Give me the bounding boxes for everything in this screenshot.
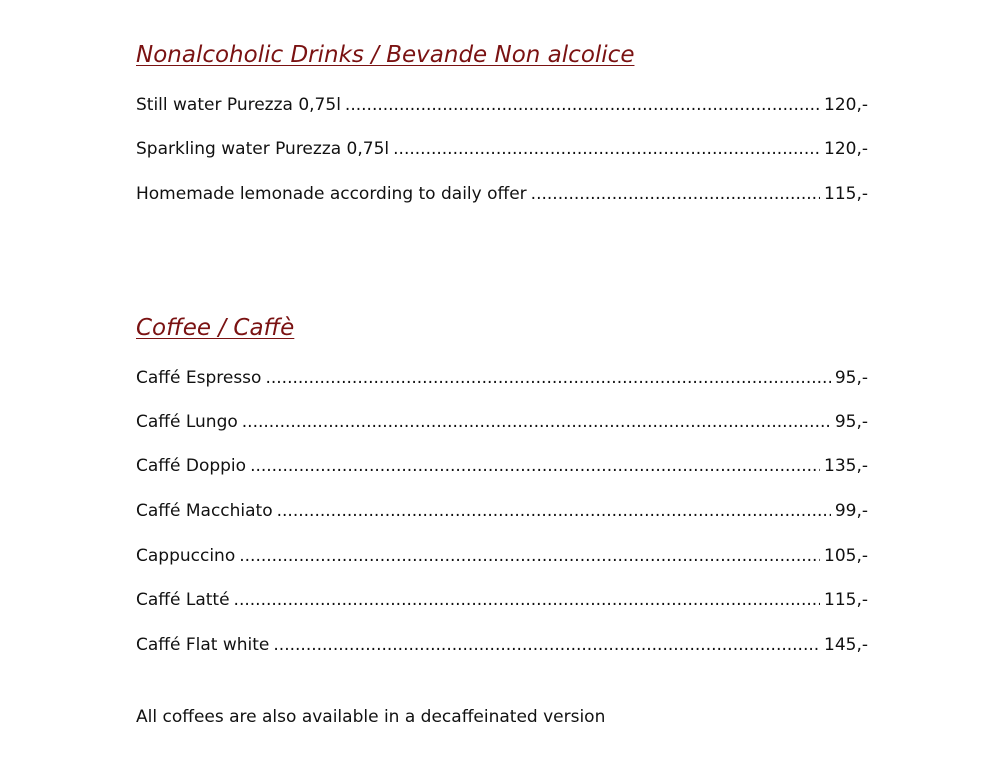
dot-leader: [239, 544, 820, 568]
item-price: 95,-: [834, 412, 868, 432]
menu-item: [136, 588, 868, 612]
menu-item: [136, 499, 868, 523]
dot-leader: [250, 454, 820, 478]
item-name: Cappuccino: [136, 546, 236, 566]
menu-item: [136, 366, 868, 390]
item-name: Caffé Espresso: [136, 368, 262, 388]
menu-item: [136, 633, 868, 657]
section-title-nonalcoholic: Nonalcoholic Drinks / Bevande Non alcolice: [136, 42, 635, 68]
dot-leader: [531, 182, 820, 206]
item-price: 95,-: [834, 368, 868, 388]
item-name: Caffé Latté: [136, 590, 230, 610]
item-name: Caffé Flat white: [136, 635, 270, 655]
dot-leader: [242, 410, 831, 434]
item-price: 115,-: [824, 590, 868, 610]
item-name: Caffé Macchiato: [136, 501, 273, 521]
menu-item: [136, 454, 868, 478]
menu-item: [136, 410, 868, 434]
menu-item: [136, 93, 868, 117]
item-price: 99,-: [834, 501, 868, 521]
dot-leader: [345, 93, 820, 117]
item-name: Homemade lemonade according to daily offer: [136, 184, 527, 204]
dot-leader: [273, 633, 820, 657]
decaf-note: All coffees are also available in a decaffeinated version: [136, 707, 606, 727]
dot-leader: [234, 588, 820, 612]
item-name: Still water Purezza 0,75l: [136, 95, 341, 115]
dot-leader: [265, 366, 830, 390]
item-price: 120,-: [824, 95, 868, 115]
item-name: Caffé Doppio: [136, 456, 247, 476]
menu-item: [136, 137, 868, 161]
dot-leader: [393, 137, 820, 161]
item-name: Sparkling water Purezza 0,75l: [136, 139, 390, 159]
item-price: 145,-: [824, 635, 868, 655]
menu-item: [136, 544, 868, 568]
section-title-coffee: Coffee / Caffè: [136, 315, 295, 341]
dot-leader: [277, 499, 831, 523]
item-price: 135,-: [824, 456, 868, 476]
menu-item: [136, 182, 868, 206]
item-price: 120,-: [824, 139, 868, 159]
item-price: 115,-: [824, 184, 868, 204]
item-name: Caffé Lungo: [136, 412, 238, 432]
item-price: 105,-: [824, 546, 868, 566]
